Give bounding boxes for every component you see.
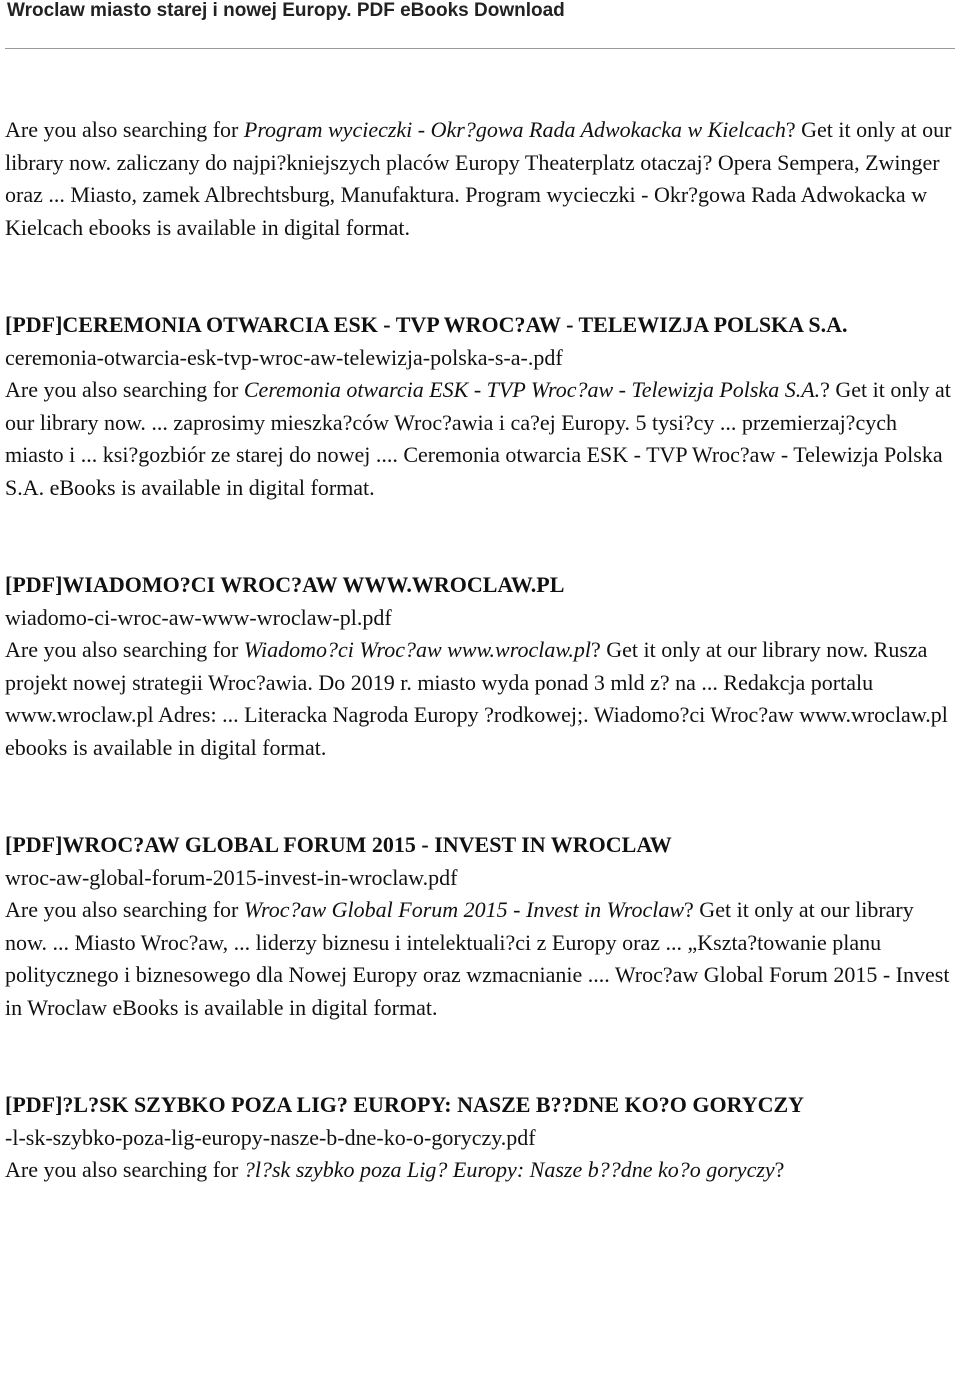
entry-slask-liga-europy xyxy=(5,1089,953,1187)
search-suffix: ? xyxy=(774,1157,785,1182)
search-suffix: ? Get it only at our library now. ... zaprosimy mieszka?ców Wroc?awia i ca?ej Europy. 5 tysi?cy ... przemierzaj?cych miasto i ... ksi?gozbiór ze starej do nowej .... Ceremonia otwarcia ESK - TVP Wroc?aw - Telewizja Polska S.A. eBooks is available in digital format. xyxy=(5,377,951,500)
page-header xyxy=(7,0,953,32)
entry-description xyxy=(5,1154,953,1187)
page-title: Wroclaw miasto starej i nowej Europy. PDF eBooks Download xyxy=(7,0,565,21)
search-suffix: ? Get it only at our library now. zaliczany do najpi?kniejszych placów Europy Theaterplatz otaczaj? Opera Sempera, Zwinger oraz ... Miasto, zamek Albrechtsburg, Manufaktura. Program wycieczki - Okr?gowa Rada Adwokacka w Kielcach ebooks is available in digital format. xyxy=(5,117,952,240)
entry-title[interactable]: [PDF]?L?SK SZYBKO POZA LIG? EUROPY: NASZE B??DNE KO?O GORYCZY xyxy=(5,1092,805,1117)
search-suffix: ? Get it only at our library now. ... Miasto Wroc?aw, ... liderzy biznesu i intelektuali?ci z Europy oraz ... „Kszta?towanie planu politycznego i biznesowego dla Nowej Europy oraz wzmacnianie .... Wroc?aw Global Forum 2015 - Invest in Wroclaw eBooks is available in digital format. xyxy=(5,897,950,1020)
search-term: Program wycieczki - Okr?gowa Rada Adwokacka w Kielcach xyxy=(243,117,786,142)
search-term: Ceremonia otwarcia ESK - TVP Wroc?aw - Telewizja Polska S.A. xyxy=(243,377,821,402)
entry-description xyxy=(5,114,953,244)
entry-global-forum xyxy=(5,829,953,1024)
header-divider xyxy=(5,48,955,49)
entry-wiadomosci-wroclaw xyxy=(5,569,953,764)
entry-title[interactable]: [PDF]WIADOMO?CI WROC?AW WWW.WROCLAW.PL xyxy=(5,572,565,597)
entry-description xyxy=(5,634,953,764)
search-term: Wroc?aw Global Forum 2015 - Invest in Wroclaw xyxy=(243,897,685,922)
document-content xyxy=(5,114,953,1187)
search-prefix: Are you also searching for xyxy=(5,637,244,662)
search-prefix: Are you also searching for xyxy=(5,1157,244,1182)
entry-title[interactable]: [PDF]WROC?AW GLOBAL FORUM 2015 - INVEST IN WROCLAW xyxy=(5,832,672,857)
entry-filename: -l-sk-szybko-poza-lig-europy-nasze-b-dne-ko-o-goryczy.pdf xyxy=(5,1124,536,1150)
entry-program-wycieczki xyxy=(5,114,953,244)
entry-description xyxy=(5,894,953,1024)
entry-filename: wroc-aw-global-forum-2015-invest-in-wroclaw.pdf xyxy=(5,864,458,890)
entry-description xyxy=(5,374,953,504)
search-prefix: Are you also searching for xyxy=(5,377,244,402)
search-prefix: Are you also searching for xyxy=(5,897,244,922)
search-term: Wiadomo?ci Wroc?aw www.wroclaw.pl xyxy=(243,637,591,662)
search-prefix: Are you also searching for xyxy=(5,117,244,142)
entry-ceremonia-otwarcia xyxy=(5,309,953,504)
entry-filename: ceremonia-otwarcia-esk-tvp-wroc-aw-telewizja-polska-s-a-.pdf xyxy=(5,344,563,370)
search-suffix: ? Get it only at our library now. Rusza projekt nowej strategii Wroc?awia. Do 2019 r. miasto wyda ponad 3 mld z? na ... Redakcja portalu www.wroclaw.pl Adres: ... Literacka Nagroda Europy ?rodkowej;. Wiadomo?ci Wroc?aw www.wroclaw.pl ebooks is available in digital format. xyxy=(5,637,948,760)
entry-filename: wiadomo-ci-wroc-aw-www-wroclaw-pl.pdf xyxy=(5,604,392,630)
search-term: ?l?sk szybko poza Lig? Europy: Nasze b??dne ko?o goryczy xyxy=(243,1157,775,1182)
entry-title[interactable]: [PDF]CEREMONIA OTWARCIA ESK - TVP WROC?AW - TELEWIZJA POLSKA S.A. xyxy=(5,312,848,337)
